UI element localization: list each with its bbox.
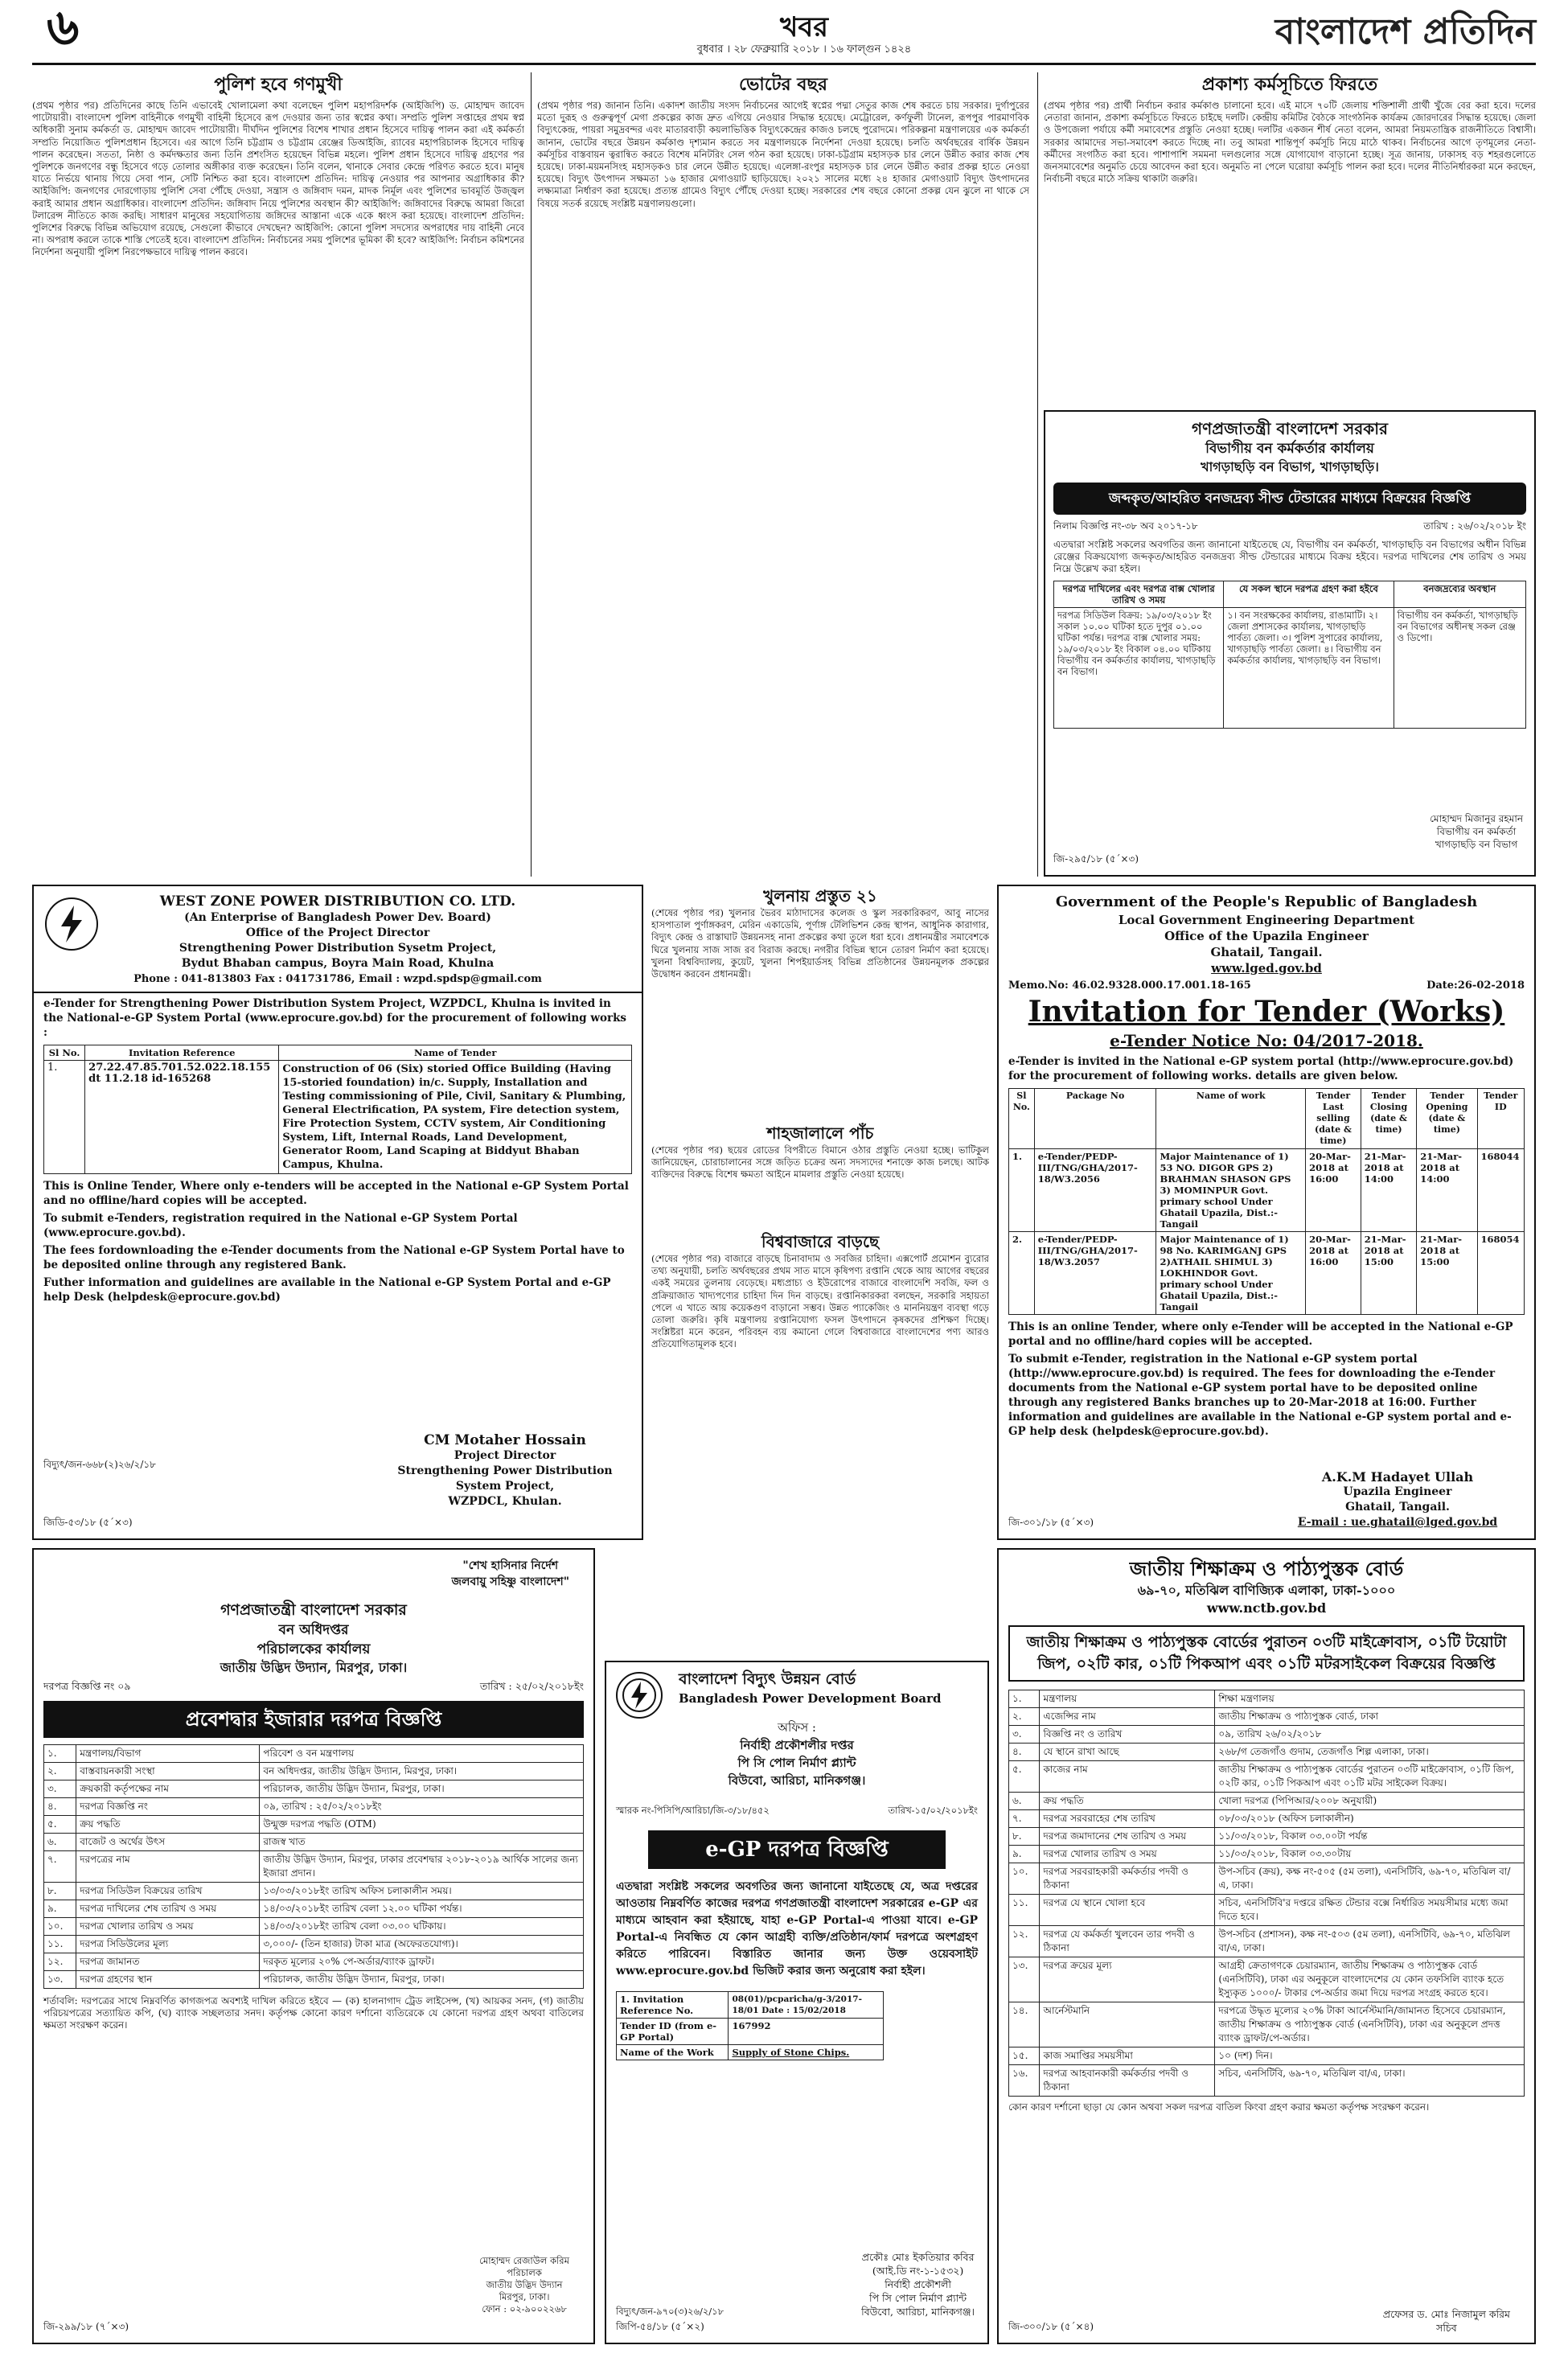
table-cell: ১০. — [1009, 1863, 1040, 1895]
table-cell: পরিচালক, জাতীয় উদ্ভিদ উদ্যান, মিরপুর, ঢাকা। — [260, 1780, 584, 1798]
table-cell: দরপত্রের নাম — [76, 1851, 260, 1883]
table-cell: এজেন্সির নাম — [1040, 1708, 1215, 1726]
ad-code: জিডি-৫৩/১৮ (৫´×৩) — [43, 1517, 133, 1528]
masthead-rule — [32, 63, 1536, 65]
table-row — [44, 1936, 584, 1953]
table-cell: e-Tender/PEDP-III/TNG/GHA/2017-18/W3.2056 — [1034, 1149, 1156, 1232]
signature-name: প্রকৌঃ মোঃ ইকতিয়ার কবির — [861, 2251, 975, 2263]
signature-line: WZPDCL, Khulan. — [448, 1495, 562, 1508]
bpdb-logo — [616, 1672, 663, 1719]
table-cell: ০৮/০৩/২০১৮ (অফিস চলাকালীন) — [1215, 1810, 1525, 1828]
table-cell: বিভাগীয় বন কর্মকর্তা, খাগড়াছড়ি বন বিভাগের অধীনস্থ সকল রেঞ্জ ও ডিপো। — [1394, 607, 1525, 728]
ad-para: The fees fordownloading the e-Tender documents from the National e-GP System Portal have to be deposited online through any registered Bank. — [43, 1244, 625, 1271]
table-header: Tender Opening (date & time) — [1417, 1089, 1477, 1149]
table-cell: ৫. — [1009, 1761, 1040, 1793]
signature-line: System Project, — [455, 1480, 555, 1493]
table-cell: খোলা দরপত্র (পিপিআর/২০০৮ অনুযায়ী) — [1215, 1793, 1525, 1810]
table-cell: দরপত্র খোলার তারিখ ও সময় — [76, 1918, 260, 1936]
table-row — [44, 1851, 584, 1883]
page-number: ৬ — [47, 0, 80, 56]
ad-company-name: WEST ZONE POWER DISTRIBUTION CO. LTD. — [159, 893, 516, 910]
signature-name: মোহাম্মদ মিজানুর রহমান — [1430, 813, 1523, 824]
table-cell: ৭. — [44, 1851, 76, 1883]
table-row — [1009, 1810, 1525, 1828]
ad-address: জাতীয় উদ্ভিদ উদ্যান, মিরপুর, ঢাকা। — [220, 1660, 408, 1675]
table-row — [1009, 1926, 1525, 1957]
signature-title: সচিব — [1436, 2322, 1457, 2334]
table-cell: Construction of 06 (Six) storied Office Building (Having 15-storied foundation) in/c. Supply, Installation and Testing commissioning of Pile, Civil, Sanitary & Plumbing, General Electrification, PA system, Fire detection system, Fire Protection System, CCTV system, Air Conditioning System, Lift, Internal Roads, Land Development, Generator Room, Land Scaping at Biddyut Bhaban Campus, Khulna. — [279, 1061, 632, 1174]
signature-line: মিরপুর, ঢাকা। — [499, 2291, 550, 2302]
story-body — [1044, 100, 1536, 397]
table-cell: দরপত্র বিজ্ঞপ্তি নং — [76, 1798, 260, 1816]
story-body — [651, 1144, 989, 1221]
signature-phone: ফোন : ০২-৯০০২২৬৮ — [482, 2303, 567, 2314]
story-body — [32, 100, 524, 976]
table-cell: 08(01)/pcparicha/g-3/2017-18/01 Date : 15/02/2018 — [729, 1992, 884, 2019]
ad-line: Strengthening Power Distribution Sysetm Project, — [179, 942, 497, 955]
table-row — [1009, 1690, 1525, 1708]
table-row — [1009, 2002, 1525, 2047]
ad-gov: গণপ্রজাতন্ত্রী বাংলাদেশ সরকার — [220, 1601, 407, 1619]
table-cell: দরপত্র খোলার তারিখ ও সময় — [1040, 1846, 1215, 1863]
ad-code: জি-২৯৫/১৮ (৫´×৩) — [1053, 853, 1139, 865]
ad-website[interactable]: www.nctb.gov.bd — [1206, 1600, 1327, 1616]
table-cell: ৩. — [44, 1780, 76, 1798]
story-text: (প্রথম পৃষ্ঠার পর) প্রতিদিনের কাছে তিনি এভাবেই খোলামেলা কথা বলেছেন পুলিশ মহাপরিদর্শক (আইজিপি) ড. মোহাম্মদ জাবেদ পাটোয়ারী। বাংলাদেশ পুলিশ বাহিনীকে গণমুখী বাহিনী হিসেবে রূপ দেওয়ার জন্য তার স্বপ্নের কথা। সম্প্রতি পুলিশ সপ্তাহের প্রথম স্বপ্ন অধিকারী সুনাম কর্মকর্তা ড. মোহাম্মদ জাবেদ পাটোয়ারী। দীর্ঘদিন পুলিশের বিশেষ শাখার প্রধান হিসেবে দায়িত্ব পালন করা এই কর্মকর্তা সম্প্রতি নিয়োজিত পুলিশপ্রধান হিসেবে। এর আগে তিনি চট্টগ্রাম ও চট্টগ্রাম রেঞ্জের ডিআইজি, র‍্যাবের মহাপরিচালক হিসেবে দায়িত্ব পালন করেছেন। সততা, নিষ্ঠা ও কর্মদক্ষতার জন্য তিনি প্রশংসিত হয়েছেন বিভিন্ন মহলে। পুলিশ প্রধান হিসেবে দায়িত্ব গ্রহণের পর পুলিশকে জনগণের বন্ধু হিসেবে গড়ে তোলার অঙ্গীকার ব্যক্ত করেছেন। তিনি বলেন, থানাকে সেবার কেন্দ্রে পরিণত করতে হবে। মানুষ যাতে নির্ভয়ে থানায় গিয়ে সেবা পান, সেটি নিশ্চিত করা হবে। বাংলাদেশ প্রতিদিন: দায়িত্ব নেওয়ার পর আপনার অগ্রাধিকার কী? আইজিপি: জনগণের দোরগোড়ায় পুলিশি সেবা পৌঁছে দেওয়া, সন্ত্রাস ও জঙ্গিবাদ দমন, মাদক নির্মূল এবং পুলিশের ভাবমূর্তি উজ্জ্বল করাই আমার প্রধান অগ্রাধিকার। বাংলাদেশ প্রতিদিন: জঙ্গিবাদ নিয়ে পুলিশের অবস্থান কী? আইজিপি: জঙ্গিবাদের বিরুদ্ধে আমরা জিরো টলারেন্স নীতিতে কাজ করছি। সাধারণ মানুষের সহযোগিতায় জঙ্গিদের আস্তানা একে একে ধ্বংস করা হয়েছে। বাংলাদেশ প্রতিদিন: পুলিশের বিরুদ্ধে বিভিন্ন অভিযোগ রয়েছে, সেগুলো কীভাবে দেখছেন? আইজিপি: কোনো পুলিশ সদস্যের অপরাধের দায় বাহিনী নেবে না। অপরাধ করলে তাকে শাস্তি পেতেই হবে। বাংলাদেশ প্রতিদিন: নির্বাচনের সময় পুলিশের ভূমিকা কী হবে? আইজিপি: নির্বাচন কমিশনের নির্দেশনা অনুযায়ী পুলিশ নিরপেক্ষভাবে দায়িত্ব পালন করবে। — [32, 100, 524, 258]
table-cell: শিক্ষা মন্ত্রণালয় — [1215, 1690, 1525, 1708]
story-text: (শেষের পৃষ্ঠার পর) বাজারে বাড়ছে চিনাবাদাম ও সবজির চাহিদা। এক্সপোর্ট প্রমোশন ব্যুরোর তথ্য অনুযায়ী, চলতি অর্থবছরের প্রথম সাত মাসে কৃষিপণ্য রপ্তানি থেকে আয় আগের বছরের একই সময়ের তুলনায় বেড়েছে। মধ্যপ্রাচ্য ও ইউরোপের বাজারে বাংলাদেশি সবজি, ফল ও প্রক্রিয়াজাত খাদ্যপণ্যের চাহিদা দিন দিন বাড়ছে। রপ্তানিকারকরা বলছেন, সরকারি সহায়তা পেলে এ খাতে আয় কয়েকগুণ বাড়ানো সম্ভব। উন্নত প্যাকেজিং ও মাননিয়ন্ত্রণ ব্যবস্থা গড়ে তোলা জরুরি। কৃষি মন্ত্রণালয় রপ্তানিযোগ্য ফসল উৎপাদনে কৃষকদের প্রশিক্ষণ দিচ্ছে। সংশ্লিষ্টরা মনে করেন, পরিবহন ব্যয় কমানো গেলে বিশ্ববাজারে বাংলাদেশের পণ্য আরও প্রতিযোগিতামূলক হবে। — [651, 1253, 989, 1350]
table-cell: ১৬. — [1009, 2065, 1040, 2097]
table-cell: ১৪. — [1009, 2002, 1040, 2047]
table-cell: আর্নেস্টমানি — [1040, 2002, 1215, 2047]
story-headline: খুলনায় প্রস্তুত ২১ — [763, 886, 877, 906]
ad-dept: খাগড়াছড়ি বন বিভাগ, খাগড়াছড়ি। — [1201, 459, 1379, 474]
table-header: Name of work — [1156, 1089, 1306, 1149]
story-body — [651, 907, 989, 1112]
table-cell: 20-Mar-2018 at 16:00 — [1306, 1232, 1361, 1315]
table-row — [617, 1992, 884, 2019]
ad-table — [1053, 581, 1526, 729]
ad-wzpdcl — [32, 885, 643, 1540]
table-header: বনজদ্রব্যের অবস্থান — [1394, 581, 1525, 607]
table-cell: ১৩/০৩/২০১৮ইং তারিখ অফিস চলাকালীন সময়। — [260, 1883, 584, 1900]
table-cell: ১১/০৩/২০১৮, বিকাল ০৩.০০টা পর্যন্ত — [1215, 1828, 1525, 1846]
table-cell: ১২. — [44, 1953, 76, 1971]
ad-para: This is an online Tender, where only e-Tender will be accepted in the National e-GP portal and no offline/hard copies will be accepted. — [1008, 1320, 1513, 1348]
ad-line: Government of the People's Republic of Bangladesh — [1055, 893, 1478, 910]
ad-para: To submit e-Tender, registration in the National e-GP system portal (http://www.eprocure.gov.bd) is required. The fees for downloading the e-Tender documents from the National e-GP system portal have to be deposited online through any registered Banks branches up to 20-Mar-2018 at 16:00. Further information and guidelines are available in the National e-GP system portal and e-GP help desk (helpdesk@eprocure.gov.bd). — [1008, 1353, 1512, 1438]
story-body — [651, 1253, 989, 1534]
story-khulna — [651, 885, 989, 1118]
table-header: Invitation Reference — [85, 1045, 279, 1061]
table-header: Tender Closing (date & time) — [1361, 1089, 1416, 1149]
signature-line: Ghatail, Tangail. — [1345, 1501, 1450, 1514]
ad-line: Office of the Upazila Engineer — [1164, 929, 1369, 943]
ad-body: এতদ্বারা সংশ্লিষ্ট সকলের অবগতির জন্য জানানো যাইতেছে যে, অত্র দপ্তরের আওতায় নিম্নবর্ণিত কাজের দরপত্র গণপ্রজাতন্ত্রী বাংলাদেশ সরকারের e-GP এর মাধ্যমে আহবান করা হইয়াছে, যাহা e-GP Portal-এ পাওয়া যাবে। e-GP Portal-এ নিবন্ধিত যে কোন আগ্রহী ব্যক্তি/প্রতিষ্ঠান/ফার্ম দরপত্রে অংশগ্রহণ করিতে পারিবেন। বিস্তারিত জানার জন্য উক্ত ওয়েবসাইট www.eprocure.gov.bd ভিজিট করার জন্য অনুরোধ করা হইল। — [616, 1880, 978, 1978]
signature-line: জাতীয় উদ্ভিদ উদ্যান — [486, 2279, 563, 2290]
ad-para: Futher information and guidelines are available in the National e-GP System Portal and e-GP help Desk (helpdesk@eprocure.gov.bd) — [43, 1276, 611, 1304]
table-cell: ৩. — [1009, 1726, 1040, 1744]
ad-intro: e-Tender is invited in the National e-GP system portal (http://www.eprocure.gov.bd) for the procurement of following works. details are given below. — [1008, 1055, 1514, 1082]
table-cell: 1. — [44, 1061, 85, 1174]
story-shahjalal — [651, 1122, 989, 1226]
table-cell: Tender ID (from e-GP Portal) — [617, 2019, 729, 2045]
masthead — [0, 0, 1568, 56]
table-cell: ১৩. — [1009, 1957, 1040, 2002]
table-cell: ১। বন সংরক্ষকের কার্যালয়, রাঙামাটি। ২। জেলা প্রশাসকের কার্যালয়, খাগড়াছড়ি পার্বত্য জেলা। ৩। পুলিশ সুপারের কার্যালয়, খাগড়াছড়ি পার্বত্য জেলা। ৪। বিভাগীয় বন কর্মকর্তার কার্যালয়, খাগড়াছড়ি বন বিভাগ। — [1224, 607, 1394, 728]
ad-date: তারিখ : ২৫/০২/২০১৮ইং — [479, 1680, 584, 1692]
table-cell: দরপত্র সিডিউল বিক্রয়: ১৯/০৩/২০১৮ ইং সকাল ১০.০০ ঘটিকা হতে দুপুর ০১.০০ ঘটিকা পর্যন্ত। দরপত্র বাক্স খোলার সময়: ১৯/০৩/২০১৮ ইং বিকাল ০৪.০০ ঘটিকায় বিভাগীয় বন কর্মকর্তার কার্যালয়, খাগড়াছড়ি বন বিভাগ। — [1054, 607, 1224, 728]
table-cell: দরপত্র জামানত — [76, 1953, 260, 1971]
table-header: Name of Tender — [279, 1045, 632, 1061]
ad-address: ৬৯-৭০, মতিঝিল বাণিজ্যিক এলাকা, ঢাকা-১০০০ — [1137, 1583, 1396, 1598]
table-row — [44, 1061, 632, 1174]
ad-banner: জব্দকৃত/আহরিত বনজদ্রব্য সীল্ড টেন্ডারের মাধ্যমে বিক্রয়ের বিজ্ঞপ্তি — [1053, 483, 1526, 515]
table-cell: Name of the Work — [617, 2045, 729, 2060]
table-row — [1009, 1149, 1525, 1232]
ad-slogan: জলবায়ু সহিষ্ণু বাংলাদেশ" — [451, 1575, 569, 1588]
signature-id: (আই.ডি নং-১-১৫৩২) — [872, 2265, 964, 2277]
table-cell: দরপত্র যে কর্মকর্তা খুলবেন তার পদবী ও ঠিকানা — [1040, 1926, 1215, 1957]
ad-table — [616, 1991, 884, 2060]
table-cell: বাস্তবায়নকারী সংস্থা — [76, 1763, 260, 1780]
table-cell: ক্রয় পদ্ধতি — [1040, 1793, 1215, 1810]
table-cell: ১০. — [44, 1918, 76, 1936]
story-program — [1044, 72, 1536, 402]
ad-office: পি সি পোল নির্মাণ প্ল্যান্ট — [737, 1756, 856, 1770]
table-cell: দরপত্র গ্রহণের স্থান — [76, 1971, 260, 1989]
table-cell: ১০ (দশ) দিন। — [1215, 2047, 1525, 2065]
table-cell: ৬. — [1009, 1793, 1040, 1810]
ad-code: জি-২৯৯/১৮ (৭´×৩) — [43, 2321, 129, 2332]
table-cell: সচিব, এনসিটিবি, ৬৯-৭০, মতিঝিল বা/এ, ঢাকা। — [1215, 2065, 1525, 2097]
table-row — [1009, 1761, 1525, 1793]
table-cell: e-Tender/PEDP-III/TNG/GHA/2017-18/W3.2057 — [1034, 1232, 1156, 1315]
table-cell: দরপত্র সরবরাহের শেষ তারিখ — [1040, 1810, 1215, 1828]
signature-office: খাগড়াছড়ি বন বিভাগ — [1435, 839, 1518, 850]
table-cell: উপ-সচিব (ক্রয়), কক্ষ নং-৫০৫ (৫ম তলা), এনসিটিবি, ৬৯-৭০, মতিঝিল বা/এ, ঢাকা। — [1215, 1863, 1525, 1895]
column-divider — [531, 72, 532, 877]
ad-para: To submit e-Tenders, registration required in the National e-GP System Portal (www.eprocure.gov.bd). — [43, 1212, 518, 1239]
table-cell: দরপত্র ক্রয়ের মূল্য — [1040, 1957, 1215, 2002]
ad-bpdb — [605, 1661, 989, 2344]
table-cell: জাতীয় উদ্ভিদ উদ্যান, মিরপুর, ঢাকার প্রবেশদ্বার ২০১৮-২০১৯ আর্থিক সালের জন্য ইজারা প্রদান। — [260, 1851, 584, 1883]
table-cell: দরপত্র যে স্থানে খোলা হবে — [1040, 1895, 1215, 1926]
date-line: বুধবার । ২৮ ফেব্রুয়ারি ২০১৮ । ১৬ ফাল্গুন ১৪২৪ — [696, 43, 912, 55]
signature-line: পি সি পোল নির্মাণ প্ল্যান্ট — [869, 2292, 967, 2304]
ad-forest-khagrachhari — [1044, 410, 1536, 877]
table-cell: ৭. — [1009, 1810, 1040, 1828]
table-cell: ক্রয়কারী কর্তৃপক্ষের নাম — [76, 1780, 260, 1798]
ad-line: (An Enterprise of Bangladesh Power Dev. Board) — [184, 911, 491, 924]
ad-office: পরিচালকের কার্যালয় — [257, 1641, 371, 1657]
ad-office: বিউবো, আরিচা, মানিকগঞ্জ। — [728, 1773, 866, 1788]
ad-nctb — [997, 1548, 1536, 2344]
table-header: দরপত্র দাখিলের এবং দরপত্র বাক্স খোলার তারিখ ও সময় — [1054, 581, 1224, 607]
table-cell: ক্রয় পদ্ধতি — [76, 1816, 260, 1834]
signature-name: প্রফেসর ড. মোঃ নিজামুল করিম — [1382, 2308, 1510, 2320]
table-row — [1009, 1726, 1525, 1744]
table-cell: 168054 — [1477, 1232, 1524, 1315]
story-headline: ভোটের বছর — [739, 74, 827, 95]
ad-body: এতদ্বারা সংশ্লিষ্ট সকলের অবগতির জন্য জানানো যাইতেছে যে, বিভাগীয় বন কর্মকর্তা, খাগড়াছড়ি বন বিভাগের অধীন বিভিন্ন রেঞ্জের বিক্রয়যোগ্য জব্দকৃত/আহরিত বনজদ্রব্য সীল্ড টেন্ডারের মাধ্যমে বিক্রয় হইবে। দরপত্র দাখিলের শেষ তারিখ ও সময় নিম্নে উল্লেখ করা হইল। — [1053, 539, 1526, 575]
table-row — [44, 1745, 584, 1763]
section-title: খবর — [780, 11, 828, 43]
ad-line: Phone : 041-813803 Fax : 041731786, Email : wzpd.spdsp@gmail.com — [133, 973, 542, 985]
ad-office: নির্বাহী প্রকৌশলীর দপ্তর — [740, 1738, 854, 1752]
ad-date: তারিখ : ২৬/০২/২০১৮ ইং — [1423, 520, 1526, 532]
table-row — [44, 1900, 584, 1918]
table-header: যে সকল স্থানে দরপত্র গ্রহণ করা হইবে — [1224, 581, 1394, 607]
table-row — [44, 1883, 584, 1900]
table-cell: 27.22.47.85.701.52.022.18.155 dt 11.2.18 id-165268 — [85, 1061, 279, 1174]
table-cell: ১৪/০৩/২০১৮ইং তারিখ বেলা ১২.০০ ঘটিকা পর্যন্ত। — [260, 1900, 584, 1918]
table-cell: ২৬৮/গ তেজগাঁও গুদাম, তেজগাঁও শিল্প এলাকা, ঢাকা। — [1215, 1744, 1525, 1761]
table-cell: ৪. — [1009, 1744, 1040, 1761]
story-text: (শেষের পৃষ্ঠার পর) খুলনার ভৈরব মাঠাদাসের কলেজ ও স্কুল সরকারিকরণ, আবু নাসের হাসপাতাল পুর্ণাঙ্গকরণ, মেরিন একাডেমি, পূর্ণাঙ্গ টেলিভিশন কেন্দ্র স্থাপন, আধুনিক কারাগার, বিদ্যুৎ কেন্দ্র ও রাস্তাঘাট উন্নয়নসহ নানা প্রকল্পের কথা তুলে ধরা হবে। প্রধানমন্ত্রীর সমাবেশকে ঘিরে খুলনায় সাজ সাজ রব বিরাজ করছে। নগরীর বিভিন্ন স্থানে তোরণ নির্মাণ করা হয়েছে। খুলনা বিশ্ববিদ্যালয়, কুয়েট, খুলনা শিপইয়ার্ডসহ বিভিন্ন প্রতিষ্ঠানের উন্নয়নমূলক প্রকল্পের উদ্বোধন করবেন প্রধানমন্ত্রী। — [651, 907, 989, 980]
story-text: (প্রথম পৃষ্ঠার পর) প্রার্থী নির্বাচন করার কর্মকাণ্ড চালানো হবে। এই মাসে ৭০টি জেলায় শক্তিশালী প্রার্থী খুঁজে বের করা হবে। দলের নেতারা জানান, প্রকাশ্য কর্মসূচিতে ফিরতে চাইছে দলটি। কেন্দ্রীয় কমিটির বৈঠকে সাংগঠনিক কার্যক্রম জোরদারের সিদ্ধান্ত হয়েছে। জেলা ও উপজেলা পর্যায়ে কর্মী সমাবেশের প্রস্তুতি নেওয়া হচ্ছে। দলটির একজন শীর্ষ নেতা বলেন, আমরা নিয়মতান্ত্রিক রাজনীতিতে বিশ্বাসী। সরকার আমাদের সভা-সমাবেশ করতে দিচ্ছে না। তবু আমরা শান্তিপূর্ণ কর্মসূচি নিয়ে মাঠে থাকব। নির্বাচনের আগে তৃণমূলের নেতা-কর্মীদের সংগঠিত করা হবে। পাশাপাশি সমমনা দলগুলোর সঙ্গে যোগাযোগ বাড়ানো হচ্ছে। সূত্র জানায়, ঢাকাসহ বড় শহরগুলোতে জনসমাবেশের অনুমতি চেয়ে আবেদন করা হবে। অনুমতি না পেলে ঘরোয়া কর্মসূচি পালন করা হবে। দলের নীতিনির্ধারকরা মনে করছেন, নির্বাচনী বছরে মাঠে সক্রিয় থাকাটা জরুরি। — [1044, 100, 1536, 185]
wzpdcl-logo — [45, 897, 98, 951]
table-cell: Major Maintenance of 1) 53 NO. DIGOR GPS 2) BRAHMAN SHASON GPS 3) MOMINPUR Govt. primary school Under Ghatail Upazila, Dist.:-Tangail — [1156, 1149, 1306, 1232]
table-cell: ০৯, তারিখ ২৬/০২/২০১৮ — [1215, 1726, 1525, 1744]
table-cell: Major Maintenance of 1) 98 No. KARIMGANJ GPS 2)ATHAIL SHIMUL 3) LOKHINDOR Govt. primary school Under Ghatail Upazila, Dist.:-Tangail — [1156, 1232, 1306, 1315]
table-cell: ৩,০০০/- (তিন হাজার) টাকা মাত্র (অফেরতযোগ্য)। — [260, 1936, 584, 1953]
table-row — [1009, 1793, 1525, 1810]
table-cell: জাতীয় শিক্ষাক্রম ও পাঠ্যপুস্তক বোর্ডের পুরাতন ০৩টি মাইক্রোবাস, ০১টি জিপ, ০২টি কার, ০১টি পিকআপ এবং ০১টি মটর সাইকেল বিক্রয়। — [1215, 1761, 1525, 1793]
story-body — [537, 100, 1029, 872]
story-headline: পুলিশ হবে গণমুখী — [214, 74, 343, 95]
table-header: Package No — [1034, 1089, 1156, 1149]
table-cell: 1. — [1009, 1149, 1035, 1232]
table-cell: উন্মুক্ত দরপত্র পদ্ধতি (OTM) — [260, 1816, 584, 1834]
table-cell: জাতীয় শিক্ষাক্রম ও পাঠ্যপুস্তক বোর্ড, ঢাকা — [1215, 1708, 1525, 1726]
ad-line: Ghatail, Tangail. — [1210, 945, 1323, 959]
ad-banner: জাতীয় শিক্ষাক্রম ও পাঠ্যপুস্তক বোর্ডের পুরাতন ০৩টি মাইক্রোবাস, ০১টি টয়োটা জিপ, ০২টি কার, ০১টি পিকআপ এবং ০১টি মটরসাইকেল বিক্রয়ের বিজ্ঞপ্তি — [1008, 1625, 1525, 1682]
story-vote — [537, 72, 1029, 877]
ad-website[interactable]: www.lged.gov.bd — [1211, 961, 1322, 975]
table-cell: Supply of Stone Chips. — [729, 2045, 884, 2060]
table-row — [1009, 1828, 1525, 1846]
table-cell: ২. — [1009, 1708, 1040, 1726]
table-row — [1009, 1957, 1525, 2002]
signature-line: Strengthening Power Distribution — [397, 1464, 613, 1477]
table-cell: দরপত্র সিডিউলের মূল্য — [76, 1936, 260, 1953]
ad-org-en: Bangladesh Power Development Board — [679, 1691, 942, 1706]
table-cell: বিজ্ঞপ্তি নং ও তারিখ — [1040, 1726, 1215, 1744]
ad-memo: স্মারক নং-পিসিপি/আরিচা/জি-৩/১৮/৪৫২ — [616, 1805, 770, 1816]
table-cell: 21-Mar-2018 at 14:00 — [1361, 1149, 1416, 1232]
ad-line: Office of the Project Director — [245, 926, 430, 939]
table-cell: উপ-সচিব (প্রশাসন), কক্ষ নং-৫০৩ (৫ম তলা), এনসিটিবি, ৬৯-৭০, মতিঝিল বা/এ, ঢাকা। — [1215, 1926, 1525, 1957]
table-cell: ১১. — [44, 1936, 76, 1953]
table-cell: ২. — [44, 1763, 76, 1780]
table-header: Tender Last selling (date & time) — [1306, 1089, 1361, 1149]
story-headline: প্রকাশ্য কর্মসূচিতে ফিরতে — [1201, 74, 1378, 95]
signature-name: মোহাম্মদ রেজাউল করিম — [479, 2255, 569, 2266]
signature-name: CM Motaher Hossain — [424, 1432, 586, 1448]
signature-title: পরিচালক — [507, 2267, 542, 2278]
paper-name: বাংলাদেশ প্রতিদিন — [1275, 11, 1536, 52]
table-cell: পরিবেশ ও বন মন্ত্রণালয় — [260, 1745, 584, 1763]
ad-forest-mirpur — [32, 1548, 595, 2344]
table-cell: ১১/০৩/২০১৮, বিকাল ০৩.৩০টায় — [1215, 1846, 1525, 1863]
table-cell: ১. — [44, 1745, 76, 1763]
signature-name: A.K.M Hadayet Ullah — [1321, 1469, 1474, 1485]
ad-office: অফিস : — [778, 1720, 816, 1735]
table-row — [44, 1834, 584, 1851]
table-cell: ১৫. — [1009, 2047, 1040, 2065]
table-cell: 1. Invitation Reference No. — [617, 1992, 729, 2019]
table-row — [617, 2045, 884, 2060]
story-text: (প্রথম পৃষ্ঠার পর) জানান তিনি। একাদশ জাতীয় সংসদ নির্বাচনের আগেই স্বপ্নের পদ্মা সেতুর কাজ শেষ করতে চায় সরকার। দুর্গাপুরের মতো দুরূহ ও গুরুত্বপূর্ণ মেগা প্রকল্পের কাজ দ্রুত এগিয়ে নেওয়ার সিদ্ধান্ত হয়েছে। মেট্রোরেল, কর্ণফুলী টানেল, রূপপুর পারমাণবিক বিদ্যুৎকেন্দ্র, পায়রা সমুদ্রবন্দর এবং মাতারবাড়ী কয়লাভিত্তিক বিদ্যুৎকেন্দ্রের কাজও চলছে পুরোদমে। পরিকল্পনা মন্ত্রণালয়ের এক কর্মকর্তা জানান, ভোটের বছরে উন্নয়ন কর্মকাণ্ড দৃশ্যমান করতে সব মন্ত্রণালয়কে নির্দেশনা দেওয়া হয়েছে। চলতি অর্থবছরের বার্ষিক উন্নয়ন কর্মসূচির বাস্তবায়ন ত্বরান্বিত করতে বিশেষ মনিটরিং সেল গঠন করা হয়েছে। ঢাকা-চট্টগ্রাম মহাসড়ক চার লেনে উন্নীত করার কাজ শেষ হয়েছে। ঢাকা-ময়মনসিংহ মহাসড়কও চার লেনে উন্নীত হয়েছে। এলেঙ্গা-রংপুর মহাসড়ক চার লেনে উন্নীত করার প্রকল্প হাতে নেওয়া হয়েছে। বিদ্যুৎ উৎপাদন সক্ষমতা ১৬ হাজার মেগাওয়াট ছাড়িয়েছে। ২০২১ সালের মধ্যে ২৪ হাজার মেগাওয়াট বিদ্যুৎ উৎপাদনের লক্ষ্যমাত্রা নির্ধারণ করা হয়েছে। প্রত্যন্ত গ্রামেও বিদ্যুৎ পৌঁছে দেওয়া হচ্ছে। সরকারের শেষ বছরে কোনো প্রকল্প যেন ঝুলে না থাকে সে বিষয়ে সতর্ক রয়েছে সংশ্লিষ্ট মন্ত্রণালয়গুলো। — [537, 100, 1029, 209]
table-row — [44, 1971, 584, 1989]
table-cell: 21-Mar-2018 at 15:00 — [1361, 1232, 1416, 1315]
ad-note: কোন কারণ দর্শানো ছাড়া যে কোন অথবা সকল দরপত্র বাতিল কিংবা গ্রহণ করার ক্ষমতা কর্তৃপক্ষ সংরক্ষণ করেন। — [1008, 2101, 1430, 2113]
ad-title: Invitation for Tender (Works) — [1028, 995, 1505, 1029]
table-cell: ১২. — [1009, 1926, 1040, 1957]
table-cell: ৮. — [44, 1883, 76, 1900]
ad-code: জি-৩০০/১৮ (৫´×৪) — [1008, 2321, 1094, 2332]
ad-table — [43, 1045, 632, 1174]
signature-line: বিউবো, আরিচা, মানিকগঞ্জ। — [861, 2306, 975, 2318]
ad-memo: নিলাম বিজ্ঞপ্তি নং-৩৮ অব ২০১৭-১৮ — [1053, 520, 1198, 532]
ad-ref: বিদ্যুৎ/জন-৯৭০(৩)২৬/২/১৮ — [616, 2306, 724, 2317]
table-cell: 167992 — [729, 2019, 884, 2045]
table-cell: ৬. — [44, 1834, 76, 1851]
table-row — [44, 1763, 584, 1780]
table-cell: সচিব, এনসিটিবি'র দপ্তরে রক্ষিত টেন্ডার বক্সে নির্ধারিত সময়সীমার মধ্যে জমা দিতে হবে। — [1215, 1895, 1525, 1926]
ad-banner: e-GP দরপত্র বিজ্ঞপ্তি — [648, 1830, 946, 1869]
table-cell: কাজের নাম — [1040, 1761, 1215, 1793]
table-header: Sl No. — [1009, 1089, 1035, 1149]
ad-dept: বন অধিদপ্তর — [278, 1622, 349, 1638]
table-row — [44, 1918, 584, 1936]
ad-date: Date:26-02-2018 — [1426, 980, 1525, 992]
story-headline: শাহজালালে পাঁচ — [766, 1123, 874, 1143]
table-cell: ৯. — [44, 1900, 76, 1918]
signature-title: Upazila Engineer — [1343, 1485, 1452, 1498]
signature-email[interactable]: E-mail : ue.ghatail@lged.gov.bd — [1297, 1516, 1498, 1529]
table-cell: 2. — [1009, 1232, 1035, 1315]
table-cell: ১৩. — [44, 1971, 76, 1989]
table-cell: ৯. — [1009, 1846, 1040, 1863]
ad-office: বিভাগীয় বন কর্মকর্তার কার্যালয় — [1205, 441, 1374, 457]
ad-line: Bydut Bhaban campus, Boyra Main Road, Khulna — [181, 957, 495, 970]
table-row — [1009, 1895, 1525, 1926]
table-row — [1009, 1708, 1525, 1726]
ad-ref: বিদ্যুৎ/জন-৬৬৮(২)২৬/২/১৮ — [43, 1459, 156, 1470]
ad-para: This is Online Tender, Where only e-tenders will be accepted in the National e-GP System Portal and no offline/hard copies will be accepted. — [43, 1180, 629, 1207]
table-cell: মন্ত্রণালয়/বিভাগ — [76, 1745, 260, 1763]
table-cell: আগ্রহী ক্রেতাগণকে চেয়ারম্যান, জাতীয় শিক্ষাক্রম ও পাঠ্যপুস্তক বোর্ড (এনসিটিবি), ঢাকা এর অনুকূলে বাংলাদেশের যে কোন তফসিলি ব্যাংক হতে ইস্যুকৃত ১০০০/- টাকার পে-অর্ডার জমা দিয়ে দরপত্র সংগ্রহ করতে হবে। — [1215, 1957, 1525, 2002]
ad-org-name: জাতীয় শিক্ষাক্রম ও পাঠ্যপুস্তক বোর্ড — [1129, 1557, 1404, 1580]
table-header: Sl No. — [44, 1045, 85, 1061]
table-cell: 20-Mar-2018 at 16:00 — [1306, 1149, 1361, 1232]
table-cell: যে স্থানে রাখা আছে — [1040, 1744, 1215, 1761]
table-cell: ০৯, তারিখ : ২৫/০২/২০১৮ইং — [260, 1798, 584, 1816]
table-cell: কাজ সমাপ্তির সময়সীমা — [1040, 2047, 1215, 2065]
ad-slogan: "শেখ হাসিনার নির্দেশ — [462, 1559, 559, 1572]
table-cell: ৫. — [44, 1816, 76, 1834]
table-cell: ৪. — [44, 1798, 76, 1816]
table-row — [44, 1798, 584, 1816]
table-row — [1009, 1232, 1525, 1315]
ad-table — [1008, 1088, 1525, 1315]
ad-memo: দরপত্র বিজ্ঞপ্তি নং ০৯ — [43, 1680, 131, 1692]
table-cell: মন্ত্রণালয় — [1040, 1690, 1215, 1708]
ad-code: জি-৩০১/১৮ (৫´×৩) — [1008, 1517, 1094, 1528]
ad-gov: গণপ্রজাতন্ত্রী বাংলাদেশ সরকার — [1192, 419, 1388, 438]
table-cell: 21-Mar-2018 at 15:00 — [1417, 1232, 1477, 1315]
table-cell: বন অধিদপ্তর, জাতীয় উদ্ভিদ উদ্যান, মিরপুর, ঢাকা। — [260, 1763, 584, 1780]
ad-table — [43, 1744, 584, 1989]
table-cell: ১১. — [1009, 1895, 1040, 1926]
table-cell: পরিচালক, জাতীয় উদ্ভিদ উদ্যান, মিরপুর, ঢাকা। — [260, 1971, 584, 1989]
table-row — [1009, 2047, 1525, 2065]
table-cell: ৮. — [1009, 1828, 1040, 1846]
signature-title: Project Director — [454, 1449, 556, 1462]
ad-org-bn: বাংলাদেশ বিদ্যুৎ উন্নয়ন বোর্ড — [679, 1670, 856, 1688]
table-cell: দরপত্র দাখিলের শেষ তারিখ ও সময় — [76, 1900, 260, 1918]
table-cell: দরপত্রে উদ্ধৃত মূল্যের ২০% টাকা আর্নেস্টমানি/জামানত হিসেবে চেয়ারম্যান, জাতীয় শিক্ষাক্রম ও পাঠ্যপুস্তক বোর্ড (এনসিটিবি), ঢাকা এর অনুকূলে প্রদত্ত ব্যাংক ড্রাফট/পে-অর্ডার। — [1215, 2002, 1525, 2047]
table-cell: 168044 — [1477, 1149, 1524, 1232]
ad-memo: Memo.No: 46.02.9328.000.17.001.18-165 — [1008, 980, 1251, 992]
ad-intro: e-Tender for Strengthening Power Distribution System Project, WZPDCL, Khulna is invited in the National-e-GP System Portal (www.eprocure.gov.bd) for the procurement of following works : — [43, 997, 627, 1039]
ad-lged — [997, 885, 1536, 1540]
table-row — [1009, 2065, 1525, 2097]
ad-banner: প্রবেশদ্বার ইজারার দরপত্র বিজ্ঞপ্তি — [43, 1701, 584, 1738]
story-bishwabazar — [651, 1230, 989, 1540]
table-cell: 21-Mar-2018 at 14:00 — [1417, 1149, 1477, 1232]
story-police — [32, 72, 524, 981]
ad-note: শর্তাবলি: দরপত্রের সাথে নিম্নবর্ণিত কাগজপত্র অবশ্যই দাখিল করিতে হইবে — (ক) হালনাগাদ ট্রেড লাইসেন্স, (খ) আয়কর সনদ, (গ) জাতীয় পরিচয়পত্রের সত্যায়িত কপি, (ঘ) ব্যাংক সচ্ছলতার সনদ। কর্তৃপক্ষ কোনো কারণ দর্শানো ব্যতিরেকে যে কোনো দরপত্র গ্রহণ অথবা বাতিলের ক্ষমতা সংরক্ষণ করেন। — [43, 1995, 584, 2031]
table-cell: দরপত্র সরবরাহকারী কর্মকর্তার পদবী ও ঠিকানা — [1040, 1863, 1215, 1895]
table-cell: রাজস্ব খাত — [260, 1834, 584, 1851]
ad-table — [1008, 1690, 1525, 2097]
table-row — [1054, 607, 1526, 728]
signature-title: নির্বাহী প্রকৌশলী — [885, 2278, 951, 2290]
ad-date: তারিখ-১৫/০২/২০১৮ইং — [888, 1805, 978, 1816]
ad-line: Local Government Engineering Department — [1118, 913, 1415, 927]
table-cell: দরপত্র জমাদানের শেষ তারিখ ও সময় — [1040, 1828, 1215, 1846]
table-cell: দরকৃত মূল্যের ২০% পে-অর্ডার/ব্যাংক ড্রাফট। — [260, 1953, 584, 1971]
signature-title: বিভাগীয় বন কর্মকর্তা — [1436, 826, 1517, 837]
ad-notice-no: e-Tender Notice No: 04/2017-2018. — [1110, 1031, 1423, 1050]
table-row — [44, 1953, 584, 1971]
table-cell: দরপত্র সিডিউল বিক্রয়ের তারিখ — [76, 1883, 260, 1900]
table-row — [44, 1816, 584, 1834]
column-divider — [1037, 72, 1038, 877]
table-row — [1009, 1846, 1525, 1863]
table-header: Tender ID — [1477, 1089, 1524, 1149]
table-cell: ১৪/০৩/২০১৮ইং তারিখ বেলা ০৩.০০ ঘটিকায়। — [260, 1918, 584, 1936]
table-row — [44, 1780, 584, 1798]
table-row — [1009, 1863, 1525, 1895]
table-cell: ১. — [1009, 1690, 1040, 1708]
story-text: (শেষের পৃষ্ঠার পর) ছয়ের রোডের বিপরীতে বিমানে ওঠার প্রস্তুতি নেওয়া হচ্ছে। ভাটিকুল জানিয়েছেন, চোরাচালানের সঙ্গে জড়িত চক্রের অন্য সদস্যদের শনাক্তে কাজ চলছে। আটক ব্যক্তিদের বিরুদ্ধে বিশেষ ক্ষমতা আইনে মামলার প্রস্তুতি নেওয়া হয়েছে। — [651, 1144, 989, 1181]
table-row — [1009, 1744, 1525, 1761]
table-cell: দরপত্র আহবানকারী কর্মকর্তার পদবী ও ঠিকানা — [1040, 2065, 1215, 2097]
table-cell: বাজেট ও অর্থের উৎস — [76, 1834, 260, 1851]
table-row — [617, 2019, 884, 2045]
ad-code: জিপি-৫৪/১৮ (৫´×২) — [616, 2321, 704, 2332]
story-headline: বিশ্ববাজারে বাড়ছে — [761, 1232, 880, 1251]
